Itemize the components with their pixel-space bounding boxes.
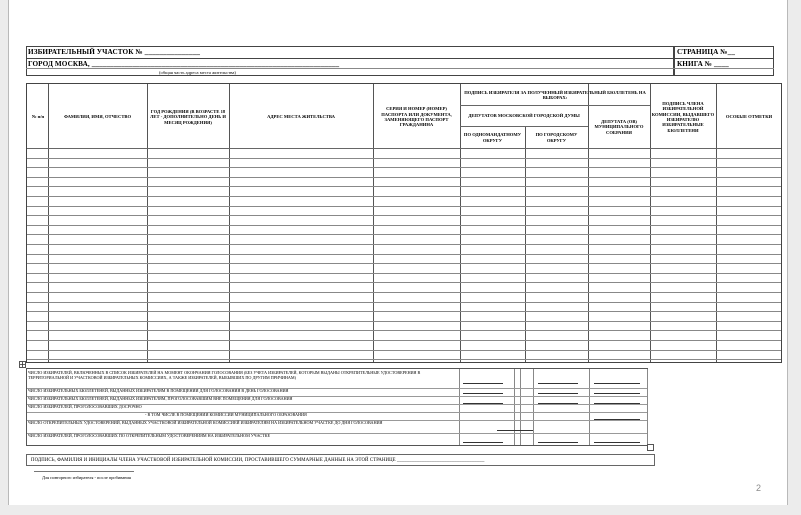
table-row-line [27, 196, 781, 197]
table-row-line [27, 158, 781, 159]
footer-signature-box [26, 454, 655, 466]
summary-row-label: - В ТОМ ЧИСЛЕ В ПОМЕЩЕНИИ КОМИССИИ МУНИЦИПАЛЬНОГО ОБРАЗОВАНИЯ [145, 412, 307, 417]
summary-value-blank[interactable] [594, 383, 640, 384]
summary-value-blank[interactable] [497, 430, 533, 431]
footnote-separator [34, 471, 134, 472]
summary-row-label: ЧИСЛО ИЗБИРАТЕЛЕЙ, ПРОГОЛОСОВАВШИХ ПО ОТКРЕПИТЕЛЬНЫМ УДОСТОВЕРЕНИЯМ НА ИЗБИРАТЕЛЬНОМ УЧАСТКЕ [28, 433, 271, 438]
page-number-label: СТРАНИЦА №__ [677, 48, 736, 56]
summary-table [26, 368, 648, 446]
table-move-handle-icon[interactable] [19, 361, 26, 368]
column-header-number: № п/п [31, 114, 45, 120]
column-header-municipal: ДЕПУТАТА (ОВ) МУНИЦИПАЛЬНОГО СОБРАНИЯ [594, 119, 644, 135]
summary-value-blank[interactable] [463, 442, 503, 443]
column-header-voter-signature: ПОДПИСЬ ИЗБИРАТЕЛЯ ЗА ПОЛУЧЕННЫЙ ИЗБИРАТЕЛЬНЫЙ БЮЛЛЕТЕНЬ НА ВЫБОРАХ: [464, 89, 646, 100]
summary-row-label: ЧИСЛО ОТКРЕПИТЕЛЬНЫХ УДОСТОВЕРЕНИЙ, ВЫДАННЫХ УЧАСТКОВОЙ ИЗБИРАТЕЛЬНОЙ КОМИССИЕЙ ИЗБИРАТЕЛЯМ НА ИЗБИРАТЕЛЬНОМ УЧАСТКЕ ДО ДНЯ ГОЛОСОВАНИЯ [28, 420, 383, 425]
column-header-name: ФАМИЛИЯ, ИМЯ, ОТЧЕСТВО [63, 114, 132, 120]
summary-value-blank[interactable] [538, 393, 578, 394]
summary-value-blank[interactable] [594, 393, 640, 394]
summary-value-blank[interactable] [463, 393, 503, 394]
table-row-line [27, 340, 781, 341]
header-divider [674, 68, 774, 69]
table-row-line [27, 330, 781, 331]
table-row-line [27, 254, 781, 255]
city-label: ГОРОД МОСКВА, ___________________________________________________________________ [28, 60, 340, 68]
column-header-city-district: ПО ГОРОДСКОМУ ОКРУГУ [535, 132, 578, 143]
column-header-member-signature: ПОДПИСЬ ЧЛЕНА ИЗБИРАТЕЛЬНОЙ КОМИССИИ, ВЫДАВШЕГО ИЗБИРАТЕЛЮ ИЗБИРАТЕЛЬНЫЕ БЮЛЛЕТЕНИ [651, 101, 715, 133]
table-row-line [27, 302, 781, 303]
summary-value-blank[interactable] [594, 403, 640, 404]
table-row-line [27, 186, 781, 187]
summary-row-label: ЧИСЛО ИЗБИРАТЕЛЕЙ, ВКЛЮЧЕННЫХ В СПИСОК ИЗБИРАТЕЛЕЙ НА МОМЕНТ ОКОНЧАНИЯ ГОЛОСОВАНИЯ (БЕЗ УЧЕТА ИЗБИРАТЕЛЕЙ, КОТОРЫМ ВЫДАНЫ ОТКРЕПИТЕЛЬНЫЕ УДОСТОВЕРЕНИЯ В ТЕРРИТОРИАЛЬНОЙ И УЧАСТКОВОЙ ИЗБИРАТЕЛЬНЫХ КОМИССИЯХ, А ТАКЖЕ ИЗБИРАТЕЛЕЙ, ВЫБЫВШИХ ПО ДРУГИМ ПРИЧИНАМ) [28, 370, 421, 380]
header-divider [674, 58, 774, 59]
footnote-text: Для повторного избирателя - после пробивания [42, 475, 131, 480]
voter-table [26, 83, 782, 363]
summary-column-divider [647, 369, 648, 445]
table-row-line [27, 311, 781, 312]
header-bottom-line [27, 148, 781, 149]
table-row-line [27, 282, 781, 283]
column-header-birth: ГОД РОЖДЕНИЯ (В ВОЗРАСТЕ 18 ЛЕТ - ДОПОЛНИТЕЛЬНО ДЕНЬ И МЕСЯЦ РОЖДЕНИЯ) [150, 109, 226, 125]
table-row-line [27, 225, 781, 226]
summary-value-blank[interactable] [463, 403, 503, 404]
table-row-line [27, 244, 781, 245]
table-row-line [27, 206, 781, 207]
table-row-line [27, 359, 781, 360]
page-number: 2 [756, 483, 762, 493]
header-divider [26, 58, 674, 59]
summary-value-blank[interactable] [594, 419, 640, 420]
column-header-single-mandate: ПО ОДНОМАНДАТНОМУ ОКРУГУ [463, 132, 522, 143]
table-row-line [27, 321, 781, 322]
column-header-duma: ДЕПУТАТОВ МОСКОВСКОЙ ГОРОДСКОЙ ДУМЫ [468, 113, 580, 119]
summary-value-blank[interactable] [538, 383, 578, 384]
summary-row-label: ЧИСЛО ИЗБИРАТЕЛЬНЫХ БЮЛЛЕТЕНЕЙ, ВЫДАННЫХ ИЗБИРАТЕЛЯМ В ПОМЕЩЕНИИ ДЛЯ ГОЛОСОВАНИЯ В ДЕНЬ ГОЛОСОВАНИЯ [28, 388, 289, 393]
column-header-address: АДРЕС МЕСТА ЖИТЕЛЬСТВА [267, 114, 335, 120]
table-row-line [27, 177, 781, 178]
summary-value-blank[interactable] [538, 442, 578, 443]
column-header-notes: ОСОБЫЕ ОТМЕТКИ [725, 114, 773, 120]
table-row-line [27, 350, 781, 351]
table-row-line [27, 215, 781, 216]
address-hint: (общая часть адреса места жительства) [159, 70, 236, 75]
book-number-label: КНИГА № ____ [677, 60, 729, 68]
document-page [8, 0, 788, 505]
table-resize-handle-icon[interactable] [647, 444, 654, 451]
summary-row-label: ЧИСЛО ИЗБИРАТЕЛЕЙ, ПРОГОЛОСОВАВШИХ ДОСРОЧНО [28, 404, 142, 409]
table-row-line [27, 292, 781, 293]
summary-value-blank[interactable] [538, 403, 578, 404]
summary-value-blank[interactable] [463, 383, 503, 384]
header-divider [26, 68, 674, 69]
footer-signature-text: ПОДПИСЬ, ФАМИЛИЯ И ИНИЦИАЛЫ ЧЛЕНА УЧАСТКОВОЙ ИЗБИРАТЕЛЬНОЙ КОМИССИИ, ПРОСТАВИВШЕГО СУММАРНЫЕ ДАННЫЕ НА ЭТОЙ СТРАНИЦЕ ___________________________________ [31, 458, 485, 463]
polling-station-label: ИЗБИРАТЕЛЬНЫЙ УЧАСТОК № _______________ [28, 48, 201, 56]
summary-value-blank[interactable] [594, 442, 640, 443]
table-row-line [27, 273, 781, 274]
column-header-passport: СЕРИЯ И НОМЕР (НОМЕР) ПАСПОРТА ИЛИ ДОКУМЕНТА, ЗАМЕНЯЮЩЕГО ПАСПОРТ ГРАЖДАНИНА [381, 106, 452, 128]
table-row-line [27, 234, 781, 235]
table-row-line [27, 263, 781, 264]
table-row-line [27, 167, 781, 168]
summary-row-label: ЧИСЛО ИЗБИРАТЕЛЬНЫХ БЮЛЛЕТЕНЕЙ, ВЫДАННЫХ ИЗБИРАТЕЛЯМ, ПРОГОЛОСОВАВШИМ ВНЕ ПОМЕЩЕНИЯ ДЛЯ ГОЛОСОВАНИЯ [28, 396, 293, 401]
